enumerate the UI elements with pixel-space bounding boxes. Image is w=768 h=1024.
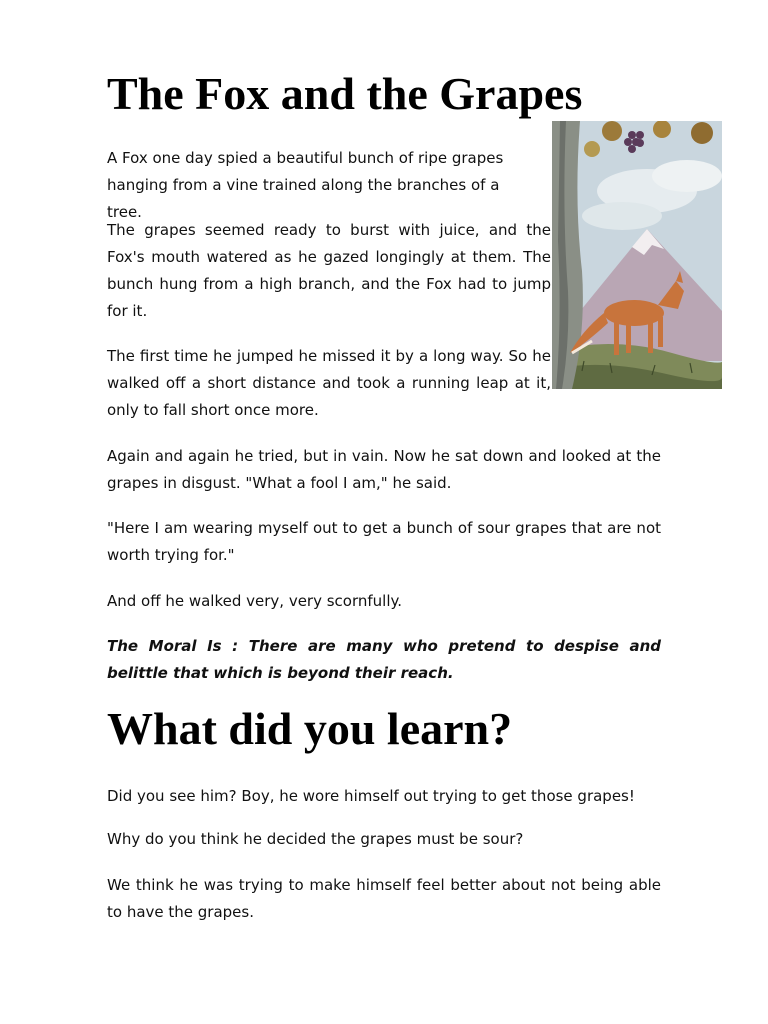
question-paragraph: Why do you think he decided the grapes must be sour?	[107, 830, 524, 848]
question-paragraph: We think he was trying to make himself feel better about not being able to have the grapes.	[107, 876, 661, 921]
story-paragraph: The first time he jumped he missed it by a long way. So he walked off a short distance and took a running leap at it, only to fall short once more.	[107, 347, 551, 419]
fox-illustration-icon	[552, 121, 722, 389]
section-heading: What did you learn?	[107, 703, 513, 754]
story-paragraph: "Here I am wearing myself out to get a bunch of sour grapes that are not worth trying for."	[107, 519, 661, 564]
page-title: The Fox and the Grapes	[107, 68, 583, 119]
question-paragraph: Did you see him? Boy, he wore himself out trying to get those grapes!	[107, 787, 635, 805]
story-paragraph: And off he walked very, very scornfully.	[107, 592, 403, 610]
moral-text: The Moral Is : There are many who pretend to despise and belittle that which is beyond their reach.	[107, 637, 661, 682]
story-paragraph: A Fox one day spied a beautiful bunch of ripe grapes hanging from a vine trained along the branches of a tree.	[107, 149, 504, 221]
story-paragraph: The grapes seemed ready to burst with juice, and the Fox's mouth watered as he gazed longingly at them. The bunch hung from a high branch, and the Fox had to jump for it.	[107, 221, 551, 320]
story-paragraph: Again and again he tried, but in vain. Now he sat down and looked at the grapes in disgust. "What a fool I am," he said.	[107, 447, 661, 492]
